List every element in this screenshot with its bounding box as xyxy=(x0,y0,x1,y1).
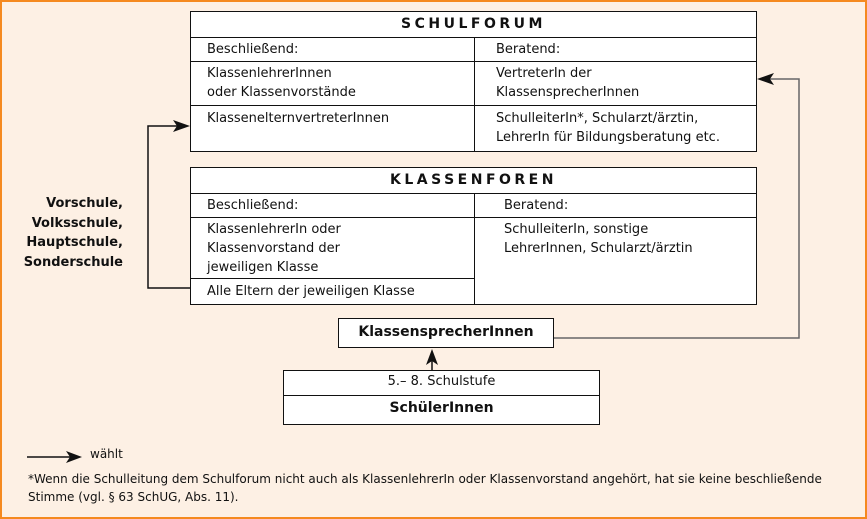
school-types-label: Vorschule, Volksschule, Hauptschule, Sonderschule xyxy=(23,196,123,270)
schulforum-row2-right: SchulleiterIn*, Schularzt/ärztin, LehrerIn für Bildungsberatung etc. xyxy=(496,111,720,145)
klassenforen-row1-right: SchulleiterIn, sonstige LehrerInnen, Schularzt/ärztin xyxy=(504,222,693,256)
klassenforen-row2-left: Alle Eltern der jeweiligen Klasse xyxy=(207,284,415,299)
schulforum-title: SCHULFORUM xyxy=(401,16,546,32)
footnote: *Wenn die Schulleitung dem Schulforum nicht auch als KlassenlehrerIn oder Klassenvorstand angehört, hat sie keine beschließende Stimme (vgl. § 63 SchUG, Abs. 11). xyxy=(28,472,822,504)
schulforum-row2-left: KlassenelternvertreterInnen xyxy=(207,111,390,126)
klassensprecher-label: KlassensprecherInnen xyxy=(358,324,534,340)
eltern-connector-line xyxy=(148,126,190,288)
klassenforen-row1-left: KlassenlehrerIn oder Klassenvorstand der jeweiligen Klasse xyxy=(207,222,341,275)
schulforum-left-header: Beschließend: xyxy=(207,42,299,57)
schulstufe-label: 5.– 8. Schulstufe xyxy=(387,374,496,389)
schulforum-right-header: Beratend: xyxy=(496,42,561,57)
legend-label: wählt xyxy=(90,447,123,461)
klassenforen-right-header: Beratend: xyxy=(504,198,569,213)
klassensprecher-connector-line xyxy=(554,79,799,338)
schulforum-row1-right: VertreterIn der KlassensprecherInnen xyxy=(496,66,640,100)
schueler-label: SchülerInnen xyxy=(389,400,494,416)
schulforum-row1-left: KlassenlehrerInnen oder Klassenvorstände xyxy=(207,66,356,100)
klassenforen-left-header: Beschließend: xyxy=(207,198,299,213)
klassenforen-title: KLASSENFOREN xyxy=(390,172,557,188)
